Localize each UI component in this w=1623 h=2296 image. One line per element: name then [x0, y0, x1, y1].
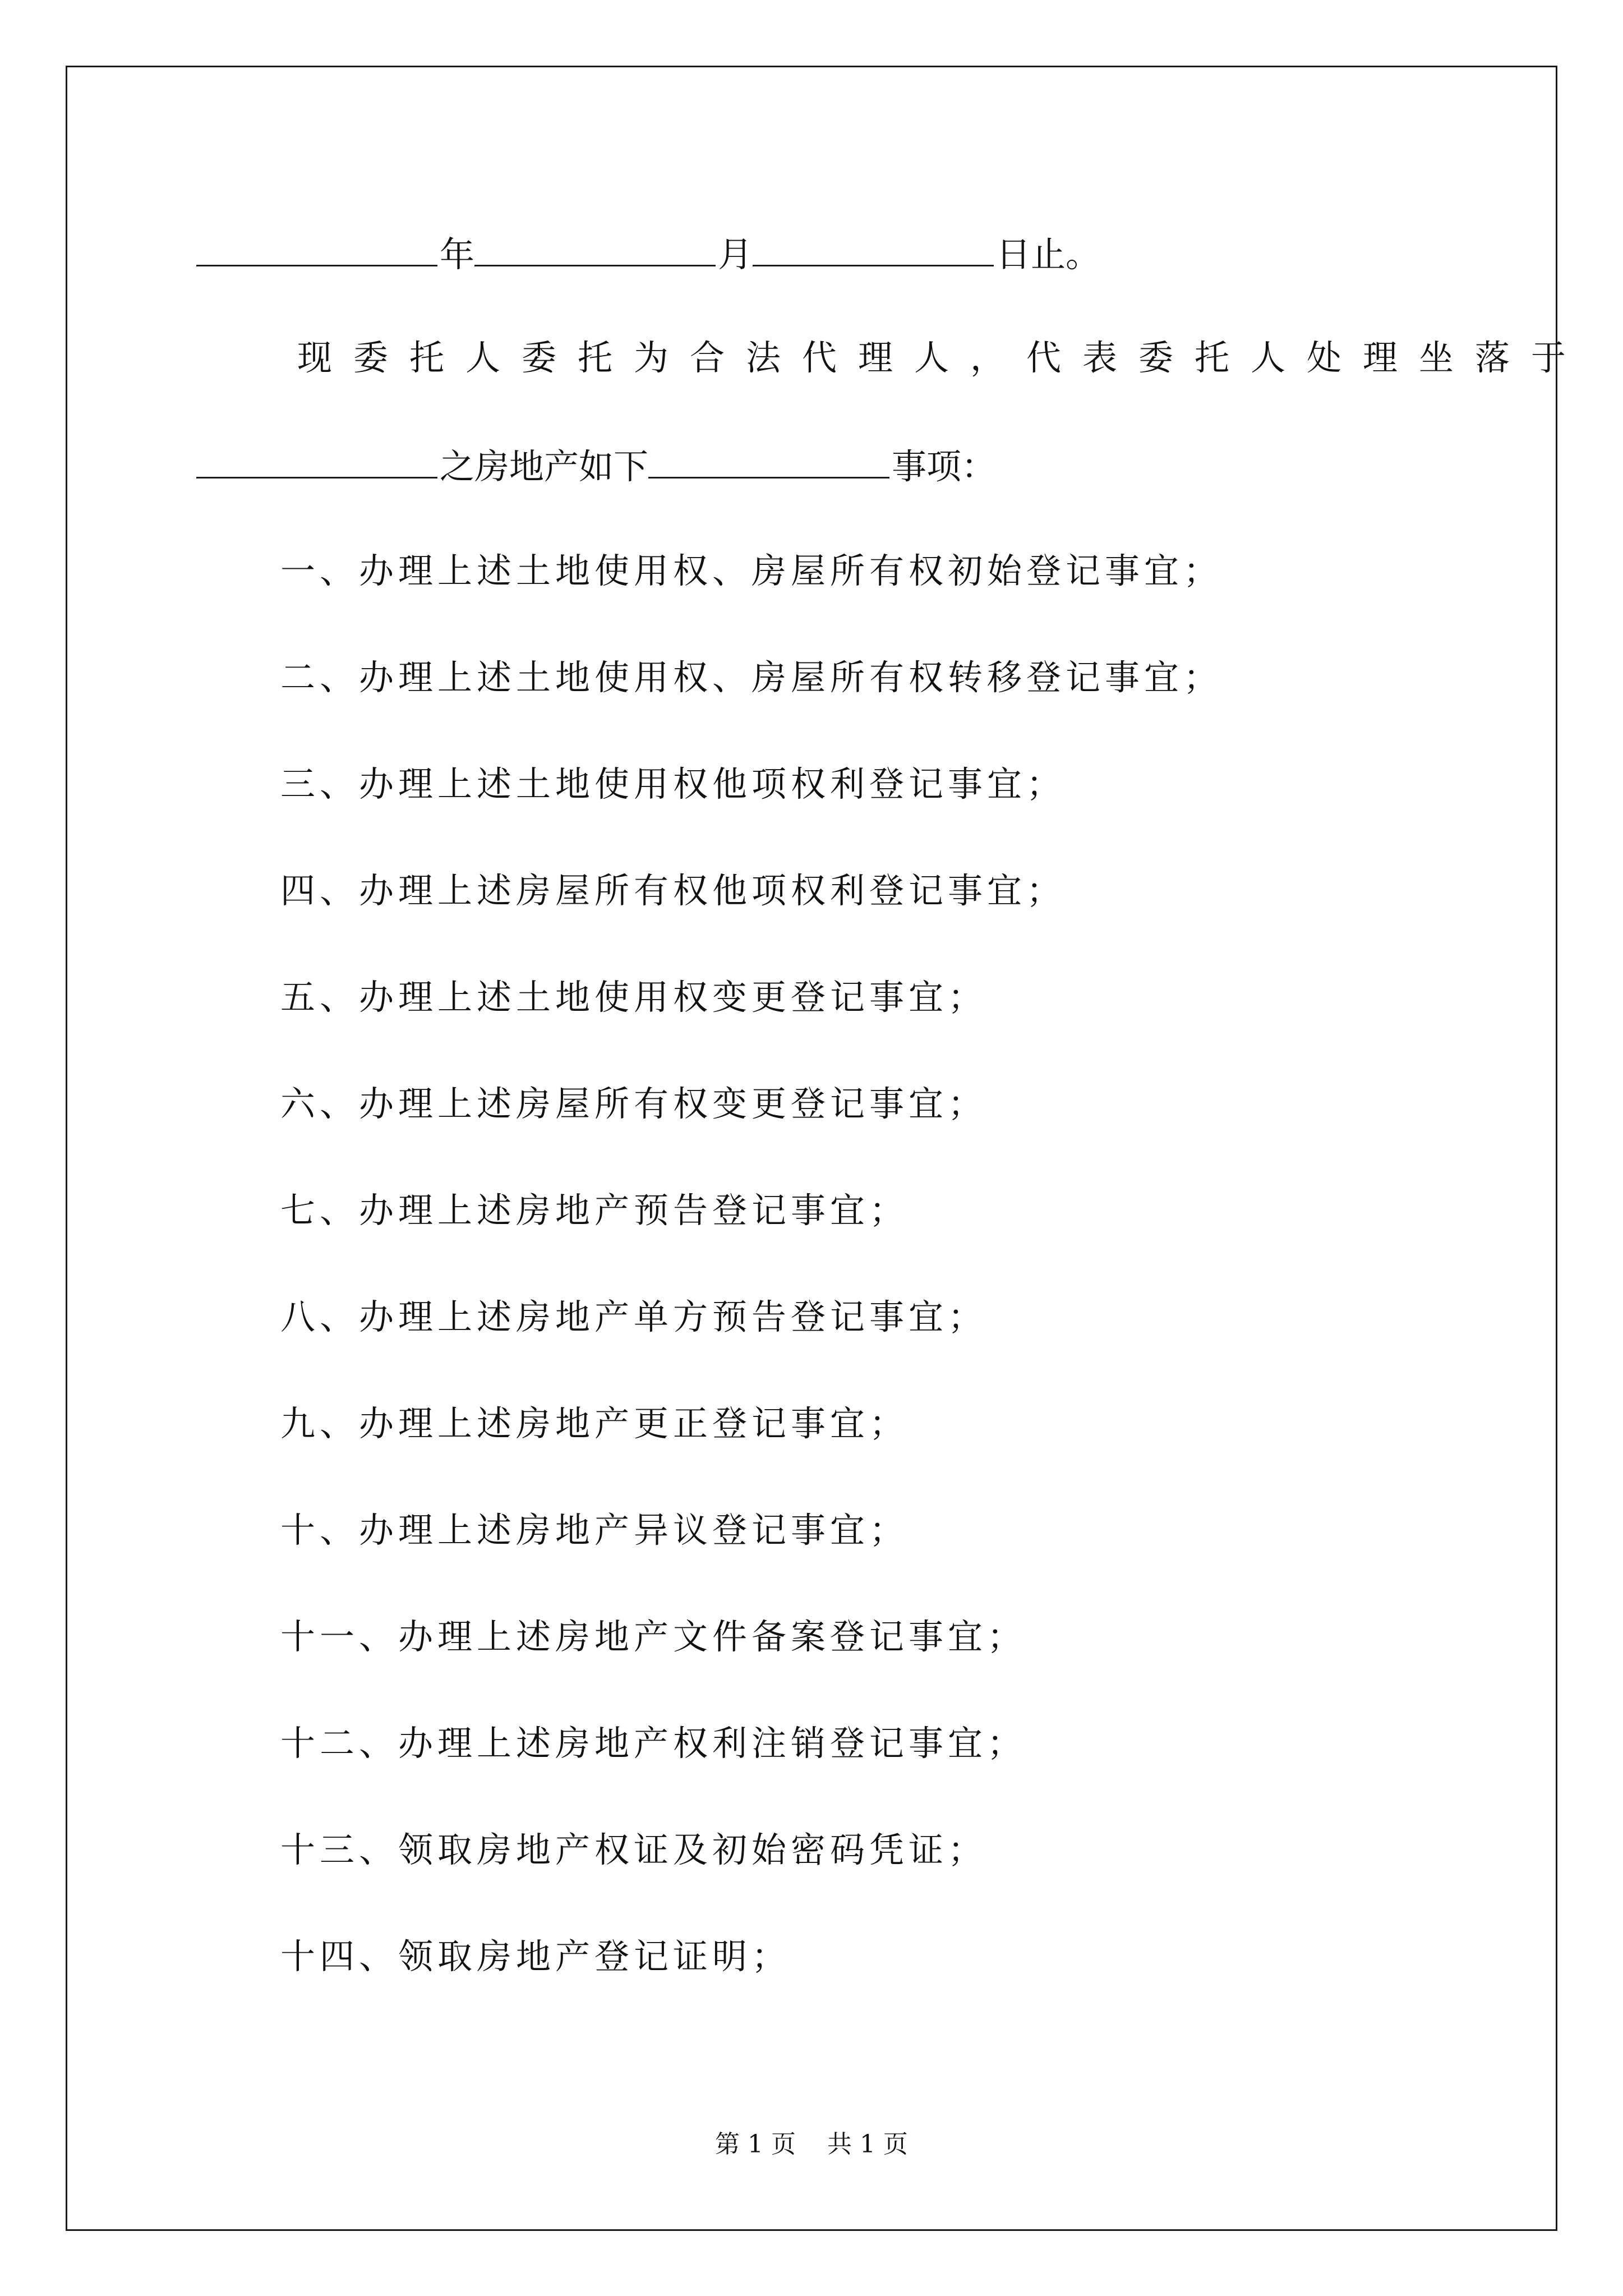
list-item: 三、办理上述土地使用权他项权利登记事宜； — [280, 763, 1066, 804]
location-line — [196, 442, 996, 487]
list-item: 九、办理上述房地产更正登记事宜； — [280, 1403, 909, 1444]
delegation-paragraph: 现委托人委托为合法代理人，代表委托人处理坐落于 — [297, 337, 1588, 378]
location-label: 之房地产如下 — [440, 446, 649, 487]
page-footer — [0, 2129, 1623, 2160]
list-item: 一、办理上述土地使用权、房屋所有权初始登记事宜； — [280, 550, 1223, 591]
date-line — [196, 230, 1100, 275]
month-label: 月 — [718, 234, 753, 275]
list-item: 四、办理上述房屋所有权他项权利登记事宜； — [280, 870, 1066, 911]
list-item: 十一、办理上述房地产文件备案登记事宜； — [280, 1616, 1027, 1657]
list-item: 七、办理上述房地产预告登记事宜； — [280, 1190, 909, 1231]
month-blank — [474, 230, 716, 266]
list-item: 十三、领取房地产权证及初始密码凭证； — [280, 1829, 988, 1870]
matters-blank — [648, 442, 889, 478]
list-item: 十二、办理上述房地产权利注销登记事宜； — [280, 1723, 1027, 1764]
year-label: 年 — [440, 234, 475, 275]
list-item: 八、办理上述房地产单方预告登记事宜； — [280, 1296, 988, 1337]
list-item: 十、办理上述房地产异议登记事宜； — [280, 1510, 909, 1550]
page-border — [66, 66, 1557, 2231]
day-blank — [753, 230, 994, 266]
location-blank — [196, 442, 437, 478]
list-item: 五、办理上述土地使用权变更登记事宜； — [280, 977, 988, 1018]
page-total: 共 1 页 — [827, 2130, 908, 2159]
page-number: 第 1 页 — [715, 2130, 796, 2159]
list-item: 十四、领取房地产登记证明； — [280, 1936, 791, 1977]
matters-label: 事项： — [892, 446, 997, 487]
year-blank — [196, 230, 437, 266]
list-item: 二、办理上述土地使用权、房屋所有权转移登记事宜； — [280, 657, 1223, 698]
day-end-label: 日止。 — [996, 234, 1101, 275]
list-item: 六、办理上述房屋所有权变更登记事宜； — [280, 1083, 988, 1124]
